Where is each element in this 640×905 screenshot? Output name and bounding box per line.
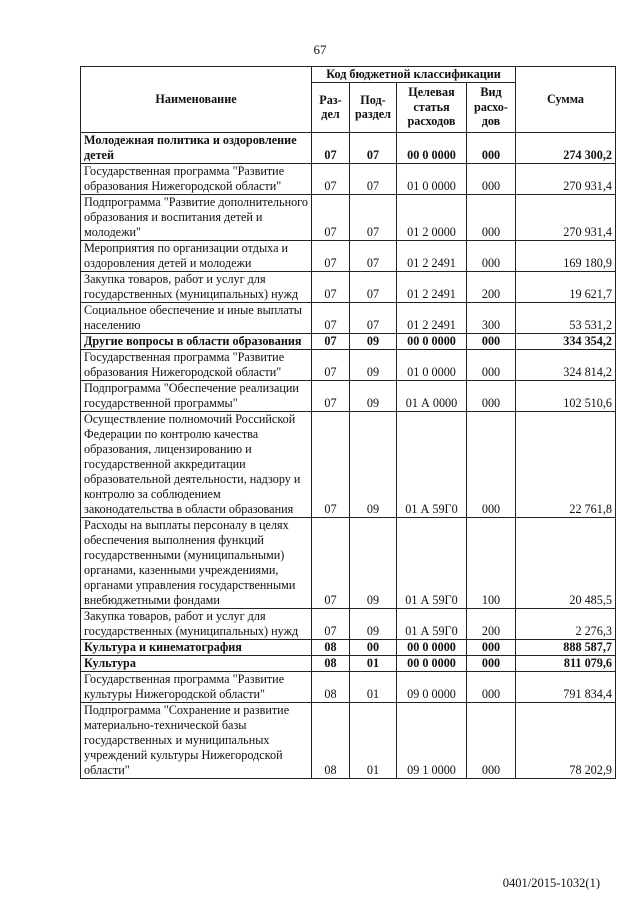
row-section: 07: [312, 302, 350, 333]
row-subsection: 01: [350, 655, 397, 671]
row-subsection: 09: [350, 333, 397, 349]
row-name: Культура и кинематография: [81, 639, 312, 655]
row-section: 07: [312, 163, 350, 194]
row-subsection: 09: [350, 608, 397, 639]
table-row: [81, 517, 616, 608]
row-subsection: 07: [350, 240, 397, 271]
row-type: 000: [467, 671, 516, 702]
row-target: 00 0 0000: [397, 655, 467, 671]
row-name: Государственная программа "Развитие культуры Нижегородской области": [81, 671, 312, 702]
row-name: Подпрограмма "Сохранение и развитие материально-технической базы государственных и муниципальных учреждений культуры Нижегородской области": [81, 702, 312, 778]
row-subsection: 09: [350, 411, 397, 517]
table-row: [81, 671, 616, 702]
header-section: Раз-дел: [312, 82, 350, 132]
row-target: 00 0 0000: [397, 639, 467, 655]
row-target: 00 0 0000: [397, 333, 467, 349]
row-sum: 2 276,3: [516, 608, 616, 639]
row-sum: 334 354,2: [516, 333, 616, 349]
row-section: 07: [312, 411, 350, 517]
row-target: 01 А 59Г0: [397, 517, 467, 608]
row-type: 000: [467, 163, 516, 194]
row-section: 08: [312, 655, 350, 671]
table-row: [81, 240, 616, 271]
row-name: Государственная программа "Развитие образования Нижегородской области": [81, 349, 312, 380]
row-name: Социальное обеспечение и иные выплаты населению: [81, 302, 312, 333]
row-name: Расходы на выплаты персоналу в целях обеспечения выполнения функций государственными (муниципальными) органами, казенными учреждениями, органами управления государственными внебюджетными фондами: [81, 517, 312, 608]
row-section: 08: [312, 671, 350, 702]
row-section: 07: [312, 608, 350, 639]
row-subsection: 09: [350, 517, 397, 608]
row-type: 000: [467, 194, 516, 240]
header-subsection: Под-раздел: [350, 82, 397, 132]
row-type: 000: [467, 333, 516, 349]
row-subsection: 09: [350, 380, 397, 411]
row-sum: 53 531,2: [516, 302, 616, 333]
row-sum: 19 621,7: [516, 271, 616, 302]
row-target: 09 0 0000: [397, 671, 467, 702]
table-row: [81, 411, 616, 517]
table-body: [81, 132, 616, 778]
row-name: Культура: [81, 655, 312, 671]
table-row: [81, 608, 616, 639]
row-type: 000: [467, 655, 516, 671]
row-name: Подпрограмма "Обеспечение реализации государственной программы": [81, 380, 312, 411]
row-target: 01 0 0000: [397, 163, 467, 194]
table-row: [81, 349, 616, 380]
row-target: 01 А 59Г0: [397, 608, 467, 639]
row-sum: 20 485,5: [516, 517, 616, 608]
row-subsection: 07: [350, 163, 397, 194]
row-sum: 102 510,6: [516, 380, 616, 411]
header-sum: Сумма: [516, 67, 616, 133]
row-sum: 169 180,9: [516, 240, 616, 271]
row-type: 000: [467, 380, 516, 411]
row-name: Другие вопросы в области образования: [81, 333, 312, 349]
row-sum: 270 931,4: [516, 163, 616, 194]
row-target: 00 0 0000: [397, 132, 467, 163]
row-section: 07: [312, 380, 350, 411]
table-row: [81, 333, 616, 349]
header-type: Вид расхо-дов: [467, 82, 516, 132]
row-section: 07: [312, 349, 350, 380]
row-section: 07: [312, 240, 350, 271]
row-section: 07: [312, 333, 350, 349]
table-row: [81, 132, 616, 163]
row-name: Закупка товаров, работ и услуг для государственных (муниципальных) нужд: [81, 608, 312, 639]
row-target: 01 0 0000: [397, 349, 467, 380]
row-subsection: 07: [350, 302, 397, 333]
budget-table: [80, 66, 616, 779]
row-section: 07: [312, 132, 350, 163]
row-section: 07: [312, 271, 350, 302]
table-row: [81, 380, 616, 411]
row-name: Осуществление полномочий Российской Федерации по контролю качества образования, лицензированию и государственной аккредитации образовательной деятельности, надзору и контролю за соблюдением законодательства в области образования: [81, 411, 312, 517]
row-type: 000: [467, 132, 516, 163]
row-target: 01 2 2491: [397, 302, 467, 333]
table-row: [81, 655, 616, 671]
table-row: [81, 302, 616, 333]
row-type: 300: [467, 302, 516, 333]
row-sum: 270 931,4: [516, 194, 616, 240]
row-section: 08: [312, 702, 350, 778]
row-section: 07: [312, 517, 350, 608]
row-subsection: 07: [350, 271, 397, 302]
row-sum: 811 079,6: [516, 655, 616, 671]
row-subsection: 01: [350, 671, 397, 702]
row-sum: 274 300,2: [516, 132, 616, 163]
row-subsection: 01: [350, 702, 397, 778]
row-name: Государственная программа "Развитие образования Нижегородской области": [81, 163, 312, 194]
row-name: Молодежная политика и оздоровление детей: [81, 132, 312, 163]
row-target: 09 1 0000: [397, 702, 467, 778]
row-section: 08: [312, 639, 350, 655]
row-subsection: 07: [350, 194, 397, 240]
table-row: [81, 639, 616, 655]
row-type: 000: [467, 240, 516, 271]
table-row: [81, 271, 616, 302]
row-name: Подпрограмма "Развитие дополнительного образования и воспитания детей и молодежи": [81, 194, 312, 240]
row-section: 07: [312, 194, 350, 240]
row-target: 01 2 0000: [397, 194, 467, 240]
row-type: 200: [467, 271, 516, 302]
row-type: 100: [467, 517, 516, 608]
row-subsection: 07: [350, 132, 397, 163]
row-subsection: 09: [350, 349, 397, 380]
row-target: 01 А 59Г0: [397, 411, 467, 517]
row-name: Закупка товаров, работ и услуг для государственных (муниципальных) нужд: [81, 271, 312, 302]
table-row: [81, 163, 616, 194]
row-type: 000: [467, 702, 516, 778]
page-number: 67: [313, 42, 327, 57]
row-sum: 22 761,8: [516, 411, 616, 517]
table-row: [81, 702, 616, 778]
row-type: 000: [467, 639, 516, 655]
row-sum: 324 814,2: [516, 349, 616, 380]
row-sum: 78 202,9: [516, 702, 616, 778]
row-type: 000: [467, 411, 516, 517]
header-target: Целевая статья расходов: [397, 82, 467, 132]
row-target: 01 А 0000: [397, 380, 467, 411]
row-subsection: 00: [350, 639, 397, 655]
row-sum: 888 587,7: [516, 639, 616, 655]
row-target: 01 2 2491: [397, 271, 467, 302]
row-sum: 791 834,4: [516, 671, 616, 702]
row-type: 000: [467, 349, 516, 380]
row-type: 200: [467, 608, 516, 639]
row-target: 01 2 2491: [397, 240, 467, 271]
row-name: Мероприятия по организации отдыха и оздоровления детей и молодежи: [81, 240, 312, 271]
header-code-group: Код бюджетной классификации: [312, 67, 516, 83]
header-name: Наименование: [81, 67, 312, 133]
table-row: [81, 194, 616, 240]
document-code: 0401/2015-1032(1): [502, 876, 600, 890]
